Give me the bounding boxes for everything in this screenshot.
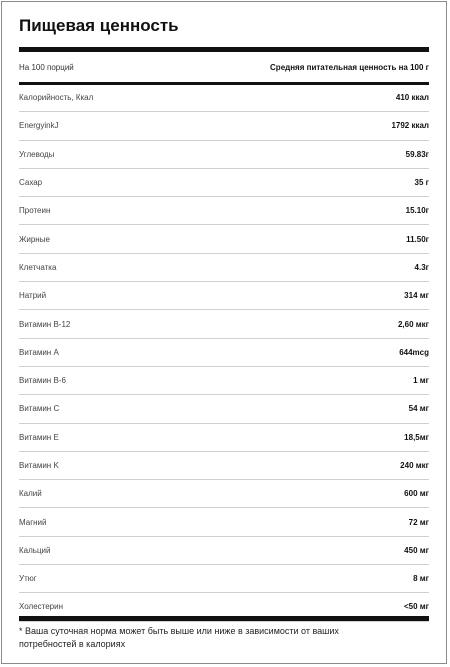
nutrient-value: 600 мг — [404, 489, 429, 499]
nutrient-name: EnergyinkJ — [19, 121, 59, 131]
nutrient-row — [19, 310, 429, 338]
nutrient-name: Витамин K — [19, 461, 59, 470]
nutrient-row — [19, 508, 429, 536]
nutrient-value: 11.50г — [406, 234, 429, 244]
nutrient-row — [19, 339, 429, 367]
nutrient-value: 35 г — [414, 178, 429, 188]
nutrient-list — [19, 84, 429, 622]
nutrient-row — [19, 395, 429, 423]
nutrient-row — [19, 84, 429, 112]
nutrient-value: 2,60 мкг — [397, 319, 429, 329]
nutrient-row — [19, 141, 429, 169]
nutrient-value: 4.3г — [414, 262, 429, 272]
nutrient-name: Утюг — [19, 574, 37, 584]
nutrient-name: Магний — [19, 517, 47, 527]
nutrient-name: Сахар — [19, 178, 43, 188]
panel-title: Пищевая ценность — [19, 16, 179, 35]
servings-label: На 100 порций — [19, 62, 74, 72]
nutrient-value: 54 мг — [408, 404, 429, 414]
nutrient-name: Калорийность, Ккал — [19, 93, 94, 103]
nutrient-name: Натрий — [19, 291, 47, 301]
nutrient-name: Кальций — [19, 545, 51, 555]
nutrient-row — [19, 424, 429, 452]
table-header — [19, 52, 429, 85]
nutrient-name: Витамин E — [19, 432, 59, 442]
nutrient-row — [19, 254, 429, 282]
footnote: * Ваша суточная норма может быть выше или ниже в зависимости от ваших потребностей в калориях — [19, 626, 339, 649]
nutrient-value: 240 мкг — [400, 461, 429, 470]
nutrient-value: 1792 ккал — [391, 121, 429, 131]
nutrition-facts-panel — [1, 1, 447, 664]
nutrient-value: 8 мг — [413, 574, 429, 584]
nutrient-value: <50 мг — [403, 602, 429, 612]
nutrient-row — [19, 452, 429, 480]
nutrient-row — [19, 480, 429, 508]
bottom-divider — [19, 616, 429, 621]
nutrient-value: 18,5мг — [404, 432, 429, 442]
nutrient-name: Жирные — [19, 234, 50, 244]
nutrient-row — [19, 169, 429, 197]
nutrient-name: Витамин B-12 — [19, 319, 71, 329]
nutrient-value: 1 мг — [413, 376, 429, 386]
nutrient-name: Калий — [19, 489, 42, 499]
nutrient-row — [19, 537, 429, 565]
nutrient-value: 450 мг — [404, 545, 429, 555]
average-value-label: Средняя питательная ценность на 100 г — [270, 62, 429, 72]
nutrient-value: 314 мг — [404, 291, 429, 301]
nutrient-value: 15.10г — [405, 206, 429, 216]
nutrient-value: 410 ккал — [395, 93, 429, 103]
nutrient-name: Витамин C — [19, 404, 60, 414]
nutrient-name: Витамин A — [19, 347, 59, 357]
nutrient-row — [19, 112, 429, 140]
nutrient-row — [19, 197, 429, 225]
nutrient-value: 72 мг — [408, 517, 429, 527]
nutrient-row — [19, 225, 429, 253]
nutrient-row — [19, 282, 429, 310]
nutrient-name: Углеводы — [19, 149, 55, 159]
nutrient-row — [19, 565, 429, 593]
nutrient-value: 59.83г — [405, 149, 429, 159]
nutrient-row — [19, 367, 429, 395]
nutrient-name: Холестерин — [19, 602, 63, 612]
nutrient-name: Протеин — [19, 206, 51, 216]
nutrient-value: 644mcg — [399, 347, 429, 357]
nutrient-name: Витамин B-6 — [19, 376, 66, 386]
nutrient-name: Клетчатка — [19, 262, 57, 272]
